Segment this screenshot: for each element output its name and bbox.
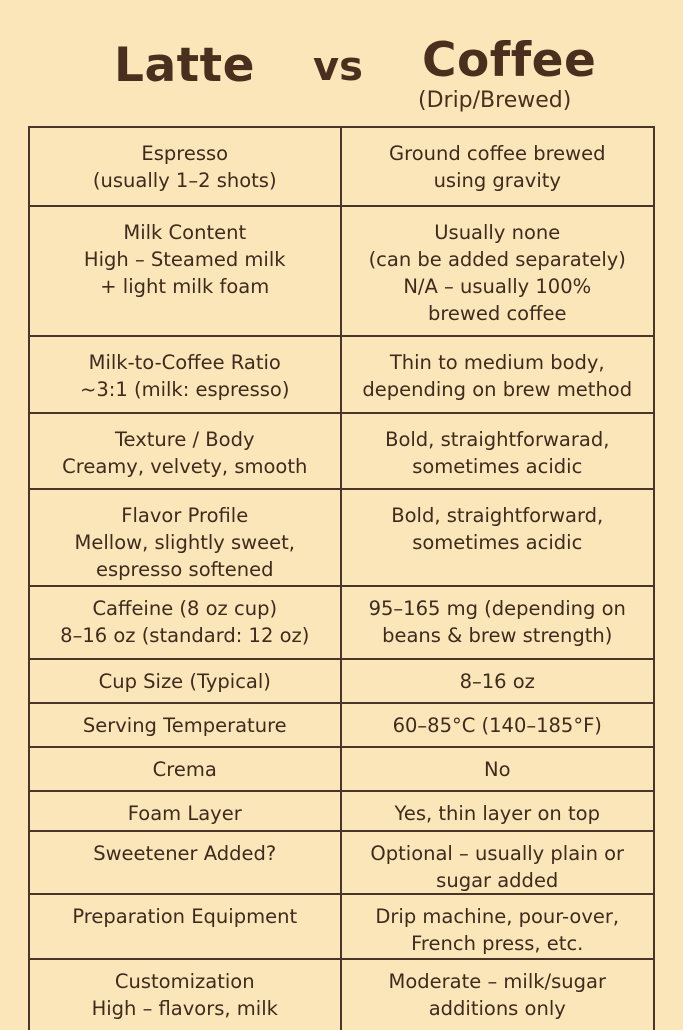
latte-cell: Texture / Body Creamy, velvety, smooth (30, 414, 342, 488)
title-coffee-subtitle: (Drip/Brewed) (418, 88, 572, 113)
header (0, 0, 683, 126)
latte-cell: Espresso (usually 1–2 shots) (30, 128, 342, 205)
table-row (30, 704, 653, 748)
coffee-cell: 60–85°C (140–185°F) (392, 714, 602, 737)
table-row (30, 587, 653, 660)
table-row (30, 832, 653, 895)
latte-cell: Serving Temperature (30, 704, 342, 746)
latte-cell: Flavor Profile Mellow, slightly sweet, espresso softened (30, 490, 342, 585)
table-row (30, 895, 653, 960)
table-row (30, 960, 653, 1030)
table-row (30, 414, 653, 490)
latte-cell: Customization High – flavors, milk (30, 960, 342, 1030)
latte-cell: Milk-to-Coffee Ratio ~3:1 (milk: espresso) (30, 337, 342, 412)
coffee-cell: Optional – usually plain or sugar added (370, 842, 625, 892)
coffee-cell: Ground coffee brewed using gravity (389, 142, 606, 192)
table-row (30, 337, 653, 414)
table-row (30, 490, 653, 587)
table-row (30, 660, 653, 704)
coffee-cell: Thin to medium body, depending on brew method (362, 351, 633, 401)
coffee-cell: Bold, straightforward, sometimes acidic (391, 504, 604, 554)
coffee-cell: 95–165 mg (depending on beans & brew strength) (368, 597, 626, 647)
title-coffee: Coffee (422, 33, 597, 88)
coffee-cell: 8–16 oz (459, 670, 535, 693)
table-row (30, 207, 653, 337)
latte-cell: Caffeine (8 oz cup) 8–16 oz (standard: 12 oz) (30, 587, 342, 658)
coffee-cell: Yes, thin layer on top (394, 802, 600, 825)
latte-cell: Cup Size (Typical) (30, 660, 342, 702)
coffee-cell: No (483, 758, 511, 781)
latte-cell: Crema (30, 748, 342, 790)
latte-cell: Foam Layer (30, 792, 342, 830)
coffee-cell: Bold, straightforwarad, sometimes acidic (385, 428, 610, 478)
coffee-cell: Moderate – milk/sugar additions only (388, 970, 606, 1020)
table-row (30, 128, 653, 207)
latte-cell: Preparation Equipment (30, 895, 342, 958)
title-vs: vs (313, 44, 363, 90)
table-row (30, 792, 653, 832)
comparison-table (28, 126, 655, 1030)
table-row (30, 748, 653, 792)
coffee-cell: Usually none (can be added separately) N/A – usually 100% brewed coffee (368, 221, 626, 325)
title-latte: Latte (114, 38, 255, 93)
latte-cell: Milk Content High – Steamed milk + light milk foam (30, 207, 342, 335)
latte-cell: Sweetener Added? (30, 832, 342, 893)
coffee-cell: Drip machine, pour-over, French press, etc. (375, 905, 620, 955)
